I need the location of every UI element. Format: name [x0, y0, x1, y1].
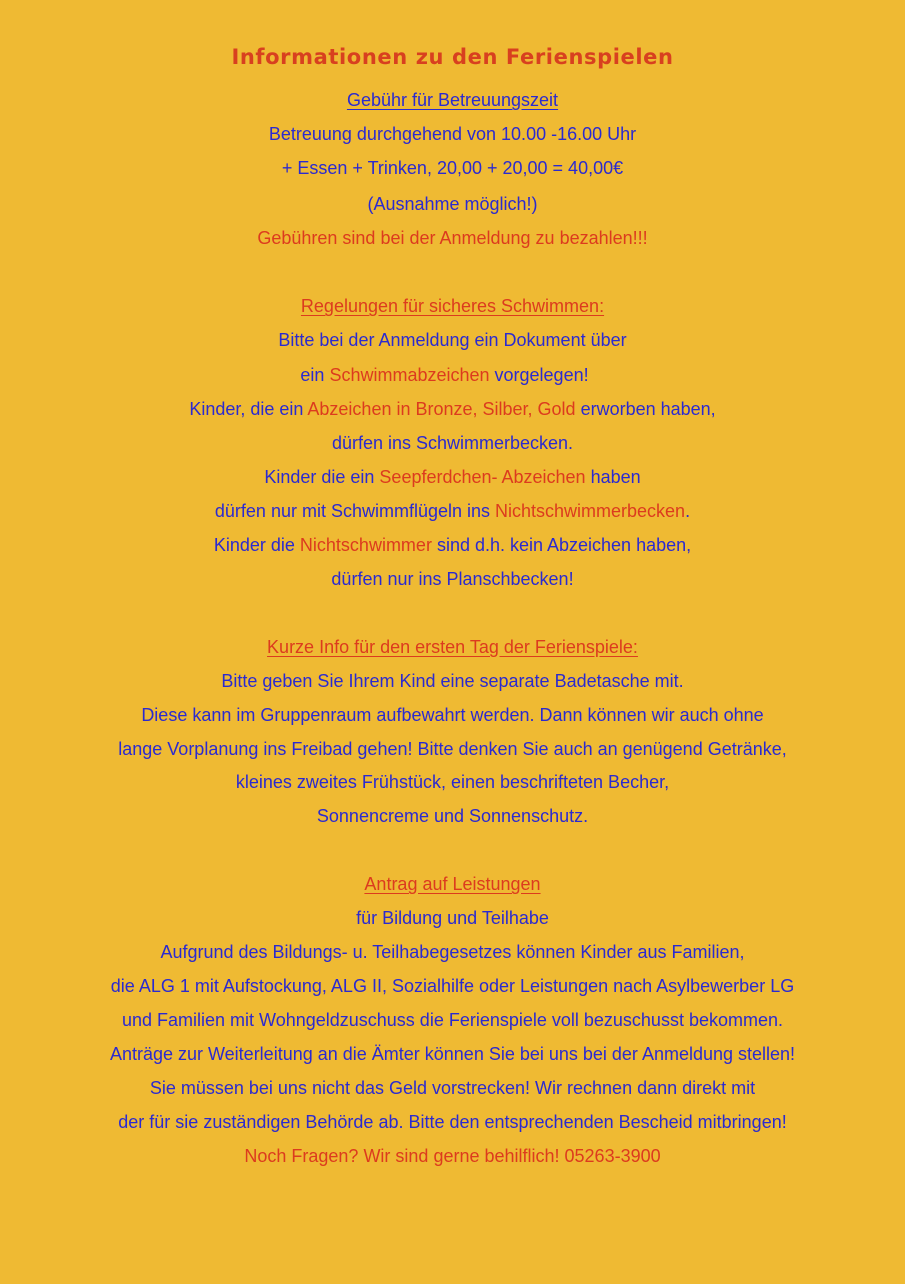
benefits-line-5: Anträge zur Weiterleitung an die Ämter können Sie bei uns bei der Anmeldung stellen!	[109, 1044, 796, 1064]
benefits-heading-text: Antrag auf Leistungen	[364, 874, 541, 894]
benefits-line-3: die ALG 1 mit Aufstockung, ALG II, Sozialhilfe oder Leistungen nach Asylbewerber LG	[110, 976, 795, 996]
swim-nonswimmer-term: Nichtschwimmer	[299, 535, 432, 555]
benefits-line-6: Sie müssen bei uns nicht das Geld vorstrecken! Wir rechnen dann direkt mit	[149, 1078, 756, 1098]
swim-line-8: dürfen nur ins Planschbecken!	[331, 569, 574, 589]
swim-line-6	[0, 499, 905, 523]
firstday-line-5: Sonnencreme und Sonnenschutz.	[316, 806, 589, 826]
fee-hours: Betreuung durchgehend von 10.00 -16.00 Uhr	[268, 124, 637, 144]
swim-nonswimmer-pool-term: Nichtschwimmerbecken	[495, 501, 686, 521]
swim-line-3a: Kinder, die ein	[189, 399, 308, 419]
firstday-line-1: Bitte geben Sie Ihrem Kind eine separate Badetasche mit.	[221, 671, 684, 691]
swim-line-7a: Kinder die	[213, 535, 300, 555]
swim-line-1: Bitte bei der Anmeldung ein Dokument über	[278, 330, 627, 350]
swim-line-3	[0, 397, 905, 421]
swim-line-5c: haben	[585, 467, 641, 487]
fee-exception: (Ausnahme möglich!)	[367, 194, 538, 214]
benefits-line-4: und Familien mit Wohngeldzuschuss die Ferienspiele voll bezuschusst bekommen.	[122, 1010, 783, 1030]
benefits-heading	[0, 872, 905, 896]
swim-line-4: dürfen ins Schwimmerbecken.	[331, 433, 574, 453]
swim-badge-term: Schwimmabzeichen	[329, 365, 490, 385]
firstday-heading-text: Kurze Info für den ersten Tag der Ferienspiele:	[267, 637, 638, 657]
swim-badge-levels: Abzeichen in Bronze, Silber, Gold	[307, 399, 576, 419]
swim-heading	[0, 294, 905, 318]
swim-line-5a: Kinder die ein	[264, 467, 380, 487]
fee-amount: + Essen + Trinken, 20,00 + 20,00 = 40,00€	[281, 158, 624, 178]
firstday-line-2: Diese kann im Gruppenraum aufbewahrt werden. Dann können wir auch ohne	[141, 705, 764, 725]
swim-line-2c: vorgelegen!	[489, 365, 589, 385]
swim-seahorse-term: Seepferdchen- Abzeichen	[379, 467, 586, 487]
swim-line-6c: .	[685, 501, 691, 521]
swim-heading-text: Regelungen für sicheres Schwimmen:	[300, 296, 605, 316]
benefits-line-2: Aufgrund des Bildungs- u. Teilhabegesetzes können Kinder aus Familien,	[160, 942, 745, 962]
fee-heading-text: Gebühr für Betreuungszeit	[346, 90, 559, 110]
swim-line-2	[0, 363, 897, 387]
contact-line: Noch Fragen? Wir sind gerne behilflich! 05263-3900	[244, 1146, 661, 1166]
benefits-line-7: der für sie zuständigen Behörde ab. Bitte den entsprechenden Bescheid mitbringen!	[118, 1112, 787, 1132]
swim-line-7	[0, 533, 905, 557]
benefits-line-1: für Bildung und Teilhabe	[356, 908, 549, 928]
firstday-line-4: kleines zweites Frühstück, einen beschrifteten Becher,	[235, 772, 670, 792]
firstday-line-3: lange Vorplanung ins Freibad gehen! Bitte denken Sie auch an genügend Getränke,	[118, 739, 787, 759]
swim-line-5	[0, 465, 905, 489]
swim-line-2a: ein	[300, 365, 330, 385]
fee-heading	[0, 88, 905, 112]
firstday-heading	[0, 635, 905, 659]
swim-line-6a: dürfen nur mit Schwimmflügeln ins	[214, 501, 496, 521]
fee-payment-note: Gebühren sind bei der Anmeldung zu bezahlen!!!	[257, 228, 648, 248]
page-title: Informationen zu den Ferienspielen	[231, 45, 674, 69]
swim-line-7c: sind d.h. kein Abzeichen haben,	[431, 535, 692, 555]
swim-line-3c: erworben haben,	[575, 399, 716, 419]
